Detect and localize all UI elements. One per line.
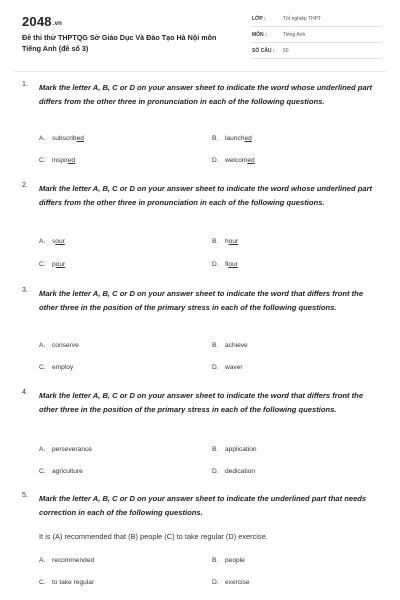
option-letter: A. [39, 238, 46, 245]
option-d[interactable] [212, 157, 255, 164]
option-b[interactable] [212, 342, 248, 349]
logo-text: 2048 [22, 14, 52, 29]
option-a[interactable] [39, 557, 94, 564]
option-letter: A. [39, 342, 46, 349]
option-a[interactable] [39, 238, 65, 245]
option-letter: C. [39, 157, 46, 164]
option-letter: D. [212, 468, 219, 475]
question-number: 4. [22, 389, 28, 396]
option-c[interactable] [39, 579, 94, 586]
option-d[interactable] [212, 579, 250, 586]
option-text: inspir [52, 157, 68, 164]
meta-row-class [252, 14, 382, 27]
meta-value: Tốt nghiệp THPT [283, 16, 321, 22]
option-c[interactable] [39, 468, 83, 475]
option-text: employ [52, 364, 74, 371]
option-letter: C. [39, 364, 46, 371]
meta-label: SỐ CÂU : [252, 48, 275, 54]
question-prompt: Mark the letter A, B, C or D on your answer sheet to indicate the word whose underlined part differs from the other three in pronunciation in each of the following questions. [39, 184, 373, 208]
option-b[interactable] [212, 135, 252, 142]
question-prompt: Mark the letter A, B, C or D on your answer sheet to indicate the word that differs front the other three in the position of the primary stress in each of the following questions. [39, 289, 364, 313]
option-letter: D. [212, 579, 219, 586]
option-letter: D. [212, 364, 219, 371]
option-letter: B. [212, 557, 219, 564]
option-letter: D. [212, 261, 219, 268]
option-letter: B. [212, 446, 219, 453]
option-text: agriculture [52, 468, 83, 475]
question-number: 3. [22, 287, 28, 294]
option-letter: A. [39, 135, 46, 142]
option-underlined: ed [67, 157, 76, 164]
option-text: p [52, 261, 56, 268]
option-text: conserve [52, 342, 79, 349]
exam-header [0, 0, 400, 68]
option-underlined: our [55, 261, 66, 268]
option-text: dedication [225, 468, 256, 475]
option-letter: C. [39, 468, 46, 475]
option-text: exercise [225, 579, 250, 586]
option-b[interactable] [212, 557, 245, 564]
question-sentence: It is (A) recommended that (B) people (C) to take regular (D) exercise. [39, 532, 268, 541]
option-d[interactable] [212, 468, 255, 475]
exam-meta [252, 14, 382, 62]
option-b[interactable] [212, 238, 238, 245]
option-letter: B. [212, 342, 219, 349]
option-text: launch [225, 135, 245, 142]
question-number: 5. [22, 492, 28, 499]
option-underlined: our [55, 238, 65, 245]
option-a[interactable] [39, 135, 84, 142]
option-letter: A. [39, 557, 46, 564]
header-divider [14, 71, 386, 72]
option-text: fl [225, 261, 229, 268]
option-a[interactable] [39, 446, 92, 453]
option-text: waver [225, 364, 243, 371]
logo-suffix: .vn [52, 21, 63, 27]
option-underlined: our [228, 238, 239, 245]
option-text: subscrib [52, 135, 77, 142]
meta-row-question-count [252, 46, 382, 59]
meta-label: MÔN : [252, 32, 267, 38]
question-number: 1. [22, 81, 28, 88]
option-letter: B. [212, 238, 219, 245]
option-text: h [225, 238, 229, 245]
option-d[interactable] [212, 261, 238, 268]
option-text: to take regular [52, 579, 95, 586]
option-a[interactable] [39, 342, 79, 349]
option-text: achieve [225, 342, 248, 349]
site-logo[interactable] [22, 14, 62, 29]
option-underlined: our [228, 261, 238, 268]
meta-label: LỚP : [252, 16, 266, 22]
meta-value: 50 [283, 48, 289, 54]
question-prompt: Mark the letter A, B, C or D on your answer sheet to indicate the word that differs front the other three in the position of the primary stress in each of the following questions. [39, 391, 364, 415]
option-c[interactable] [39, 261, 65, 268]
meta-row-subject [252, 30, 382, 43]
option-c[interactable] [39, 157, 75, 164]
option-d[interactable] [212, 364, 243, 371]
option-text: welcom [225, 157, 248, 164]
option-b[interactable] [212, 446, 257, 453]
exam-title: Đề thi thử THPTQG Sở Giáo Dục Và Đào Tạo Hà Nội môn Tiếng Anh (đề số 3) [22, 33, 217, 53]
option-text: recommended [52, 557, 95, 564]
option-letter: B. [212, 135, 219, 142]
option-letter: C. [39, 579, 46, 586]
question-prompt: Mark the letter A, B, C or D on your answer sheet to indicate the underlined part that needs correction in each of the following questions. [39, 494, 367, 518]
option-letter: C. [39, 261, 46, 268]
option-text: people [225, 557, 245, 564]
option-text: application [225, 446, 257, 453]
meta-value: Tiếng Anh [283, 32, 306, 38]
question-number: 2. [22, 182, 28, 189]
option-c[interactable] [39, 364, 73, 371]
option-letter: A. [39, 446, 46, 453]
option-text: s [52, 238, 56, 245]
question-prompt: Mark the letter A, B, C or D on your answer sheet to indicate the word whose underlined part differs from the other three in pronunciation in each of the following questions. [39, 83, 373, 107]
option-underlined: ed [76, 135, 84, 142]
option-underlined: ed [247, 157, 255, 164]
option-text: perseverance [52, 446, 92, 453]
option-letter: D. [212, 157, 219, 164]
option-underlined: ed [244, 135, 252, 142]
